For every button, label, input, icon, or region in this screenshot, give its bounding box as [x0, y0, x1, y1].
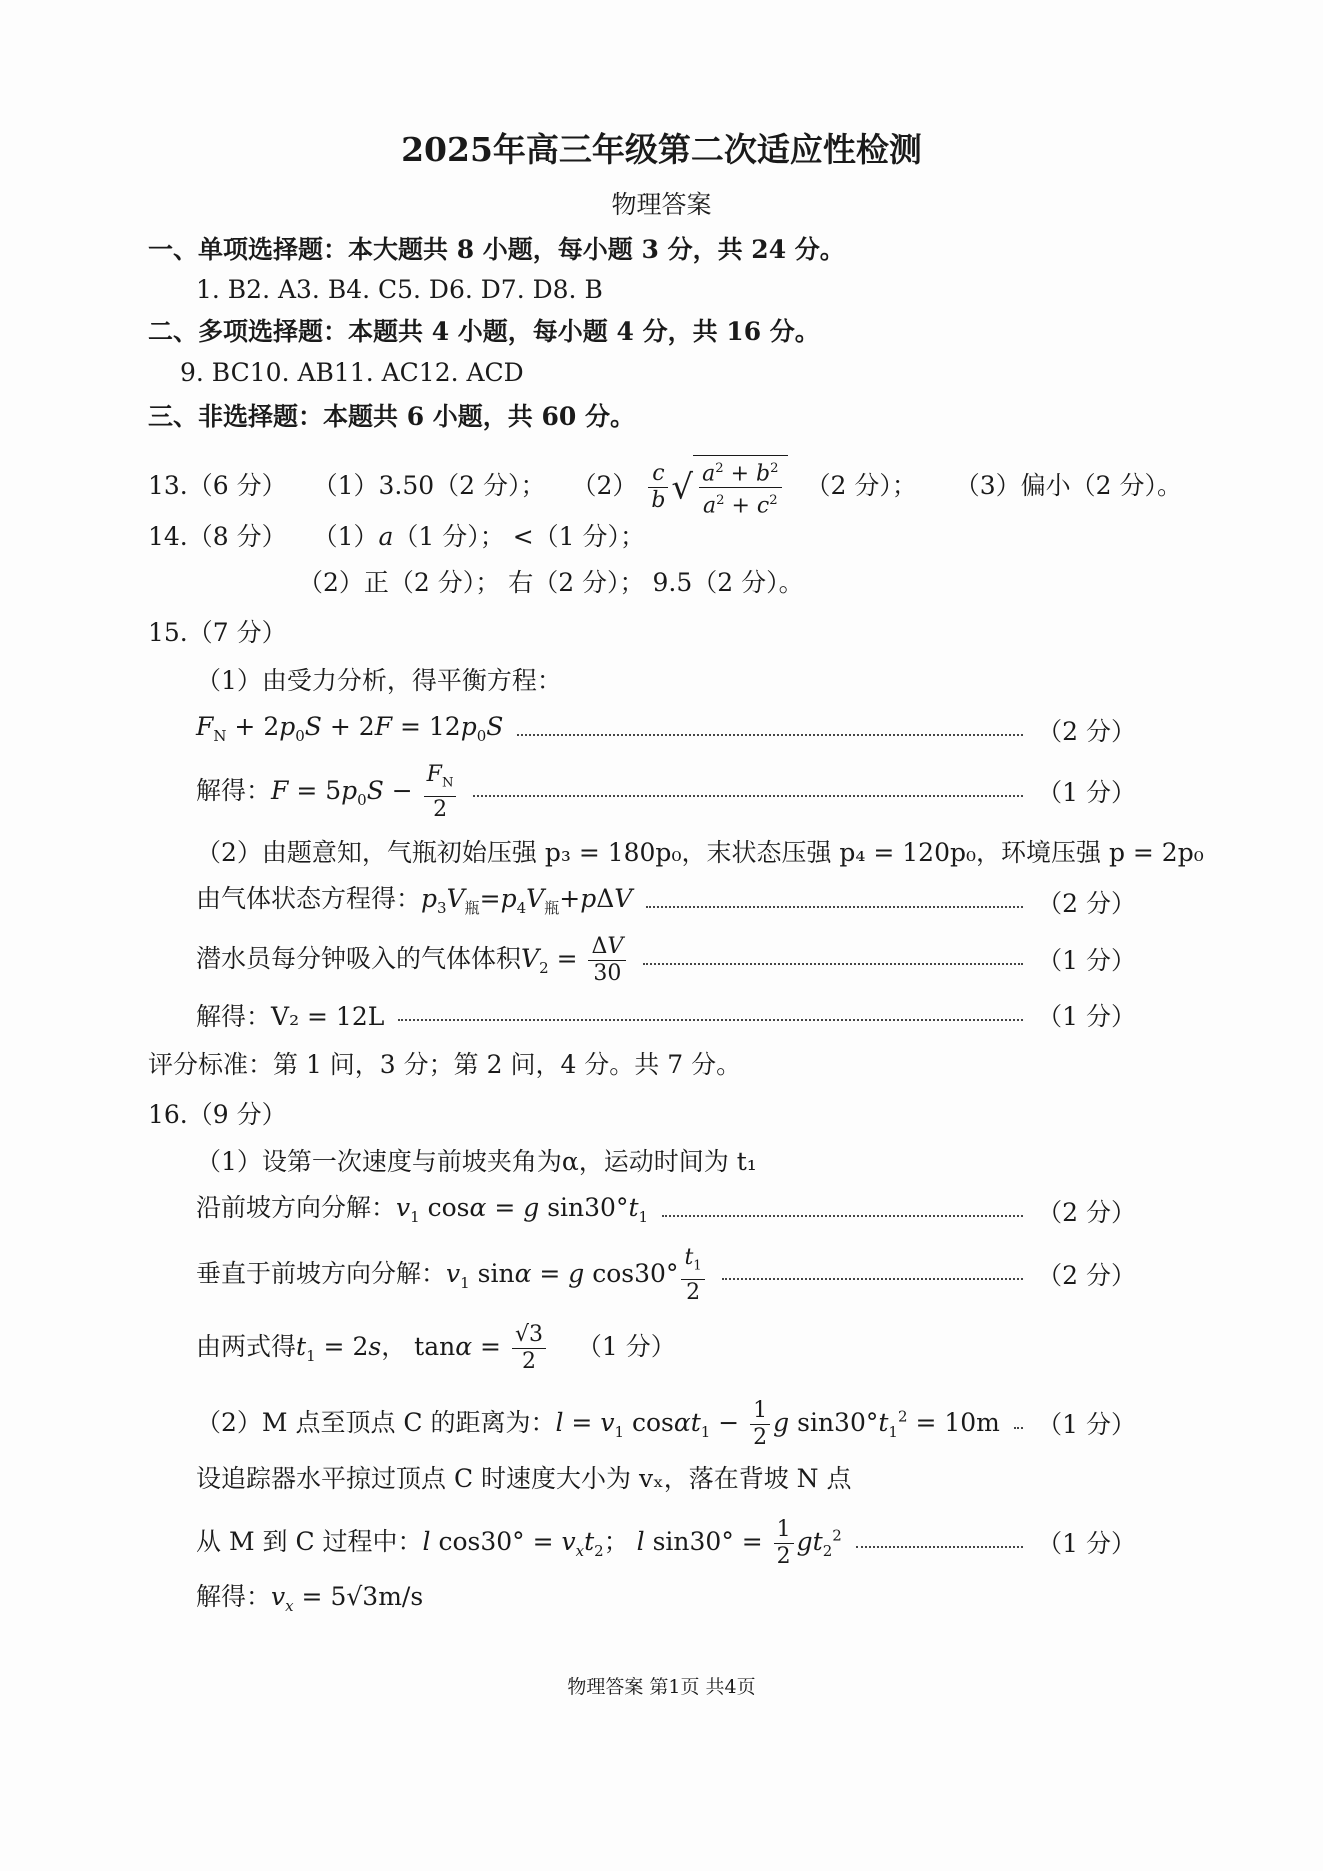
- q16-equation-4: （2）M 点至顶点 C 的距离为：$l = v_1$ cosαt$_1$ − $\frac{1}{2}$ g $\sin 30^\circ t_1^2 = 10m$: [196, 1398, 1000, 1450]
- page-subtitle: 物理答案: [611, 190, 712, 219]
- q15-equation-5-row: [196, 1000, 1136, 1034]
- page-title: 2025年高三年级第二次适应性检测: [401, 130, 922, 169]
- q16-equation-5: 从 M 到 C 过程中：l $\cos 30^\circ = v_xt_2$； l sin30° = $\frac{1}{2}$ $gt_2^2$: [196, 1517, 842, 1569]
- q15-equation-5-value: V₂ = 12L: [271, 1002, 385, 1031]
- q16-equation-6-label: 解得：: [196, 1582, 272, 1611]
- leader-dots: [646, 906, 1023, 908]
- leader-dots: [473, 795, 1023, 797]
- q14-part1-rest: （1 分）； <（1 分）；: [393, 522, 645, 551]
- leader-dots: [722, 1278, 1023, 1280]
- q14-line-2: （2）正（2 分）； 右（2 分）； 9.5（2 分）。: [298, 568, 804, 597]
- q16-equation-1-score: （2 分）: [1037, 1197, 1136, 1227]
- q16-part2-label: （2）M 点至顶点 C 的距离为：: [196, 1408, 556, 1437]
- q15-equation-4: 潜水员每分钟吸入的气体体积$V_2$ = $\frac{\Delta V}{30}$: [196, 934, 629, 987]
- q14-part1-label: （1）: [312, 522, 379, 551]
- q16-equation-2-label: 垂直于前坡方向分解：: [196, 1259, 447, 1289]
- q16-equation-4-score: （1 分）: [1037, 1409, 1136, 1439]
- q14-line-1: [148, 520, 645, 554]
- q16-equation-4-row: [196, 1398, 1136, 1451]
- q13-formula: $\frac{c}{b}$ √ $\frac{a^2 + b^2}{a^2 + c^2}$: [645, 455, 787, 520]
- q15-equation-2-row: [196, 762, 1136, 823]
- q15-equation-4-label: 潜水员每分钟吸入的气体体积: [196, 944, 522, 973]
- q14-lead: 14.（8 分）: [148, 522, 287, 551]
- q15-equation-5-label: 解得：: [196, 1002, 272, 1031]
- q15-equation-5: [196, 1000, 384, 1034]
- q16-equation-5-row: [196, 1517, 1136, 1570]
- q13-line: [148, 455, 1182, 520]
- q15-equation-1-row: [196, 710, 1136, 753]
- q16-equation-2-row: [196, 1245, 1136, 1306]
- q15-equation-1: $F_N + 2p_0S + 2F = 12p_0S$: [196, 712, 504, 745]
- q16-track-line: 设追踪器水平掠过顶点 C 时速度大小为 vₓ，落在背坡 N 点: [196, 1464, 852, 1493]
- leader-dots: [662, 1215, 1023, 1217]
- q15-equation-3-row: [196, 882, 1136, 925]
- q15-part2-intro: （2）由题意知，气瓶初始压强 p₃ = 180p₀，末状态压强 p₄ = 120p₀，环境压强 p = 2p₀: [196, 838, 1204, 867]
- q16-equation-6: 解得：$v_x = 5√3m/s$: [196, 1582, 424, 1615]
- section-2-heading: 二、多项选择题：本题共 4 小题，每小题 4 分，共 16 分。: [148, 317, 820, 346]
- q16-part1-intro: （1）设第一次速度与前坡夹角为α，运动时间为 t₁: [196, 1147, 757, 1176]
- q13-part2-label: （2）: [571, 470, 638, 500]
- q16-equation-2-score: （2 分）: [1037, 1260, 1136, 1290]
- q13-part1: （1）3.50（2 分）；: [312, 470, 546, 500]
- q15-equation-4-row: [196, 934, 1136, 987]
- q16-equation-5-label: 从 M 到 C 过程中：: [196, 1527, 423, 1556]
- q16-equation-3-score: （1 分）: [576, 1332, 676, 1361]
- page-footer: 物理答案 第1页 共4页: [567, 1676, 756, 1698]
- q16-equation-5-score: （1 分）: [1037, 1528, 1136, 1558]
- q15-equation-2-label: 解得：: [196, 776, 272, 806]
- q16-equation-1-label: 沿前坡方向分解：: [196, 1193, 397, 1222]
- section-2-answers: 9. BC10. AB11. AC12. ACD: [180, 358, 524, 387]
- q16-equation-1: 沿前坡方向分解：$v_1$ cosα = g $\sin 30^\circ t_1$: [196, 1193, 649, 1226]
- q16-equation-2: 垂直于前坡方向分解：$v_1$ sinα = g cos30° $\frac{t_1}{2}$: [196, 1245, 708, 1306]
- leader-dots: [1014, 1427, 1023, 1429]
- q15-part1-intro: （1）由受力分析，得平衡方程：: [196, 666, 562, 695]
- q13-lead: 13.（6 分）: [148, 470, 287, 500]
- q16-equation-3-label: 由两式得: [196, 1332, 297, 1361]
- q16-lead: 16.（9 分）: [148, 1100, 287, 1129]
- q13-part2-score: （2 分）；: [805, 470, 917, 500]
- leader-dots: [856, 1546, 1023, 1548]
- q15-equation-2: 解得：$F = 5p_0S$ − $\frac{F_N}{2}$: [196, 762, 459, 823]
- q15-equation-2-score: （1 分）: [1037, 777, 1136, 807]
- q15-equation-3-label: 由气体状态方程得：: [196, 884, 422, 913]
- q13-part3: （3）偏小（2 分）。: [954, 470, 1183, 500]
- q15-equation-5-score: （1 分）: [1037, 1002, 1136, 1031]
- q16-equation-1-row: [196, 1191, 1136, 1234]
- q15-equation-1-score: （2 分）: [1037, 716, 1136, 746]
- section-3-heading: 三、非选择题：本题共 6 小题，共 60 分。: [148, 402, 636, 431]
- q14-part1-var: a: [378, 522, 394, 551]
- q15-equation-4-score: （1 分）: [1037, 945, 1136, 975]
- section-1-heading: 一、单项选择题：本大题共 8 小题，每小题 3 分，共 24 分。: [148, 235, 845, 264]
- q15-equation-3: 由气体状态方程得：$p_3V_瓶=p_4V_瓶+p\Delta V$: [196, 884, 633, 917]
- q15-scoring-criteria: 评分标准：第 1 问，3 分；第 2 问，4 分。共 7 分。: [148, 1050, 742, 1079]
- leader-dots: [517, 734, 1023, 736]
- q15-equation-3-score: （2 分）: [1037, 888, 1136, 918]
- leader-dots: [398, 1019, 1023, 1021]
- q16-equation-3: 由两式得$t_1 = 2s$， tanα = $\frac{√3}{2}$ （1 分）: [196, 1322, 676, 1374]
- leader-dots: [643, 963, 1023, 965]
- q15-lead: 15.（7 分）: [148, 618, 287, 647]
- section-1-answers: 1. B2. A3. B4. C5. D6. D7. D8. B: [196, 275, 603, 304]
